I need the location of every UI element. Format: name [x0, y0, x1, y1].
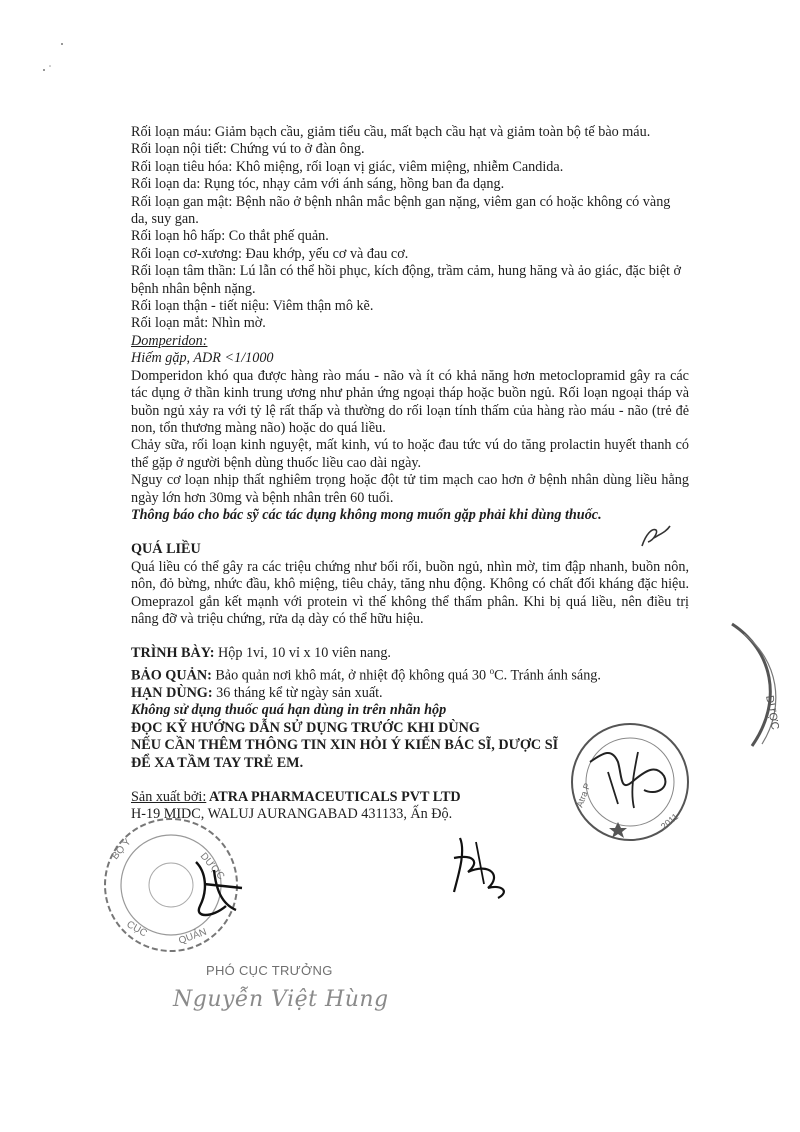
expiry-value: 36 tháng kể từ ngày sản xuất.: [212, 684, 383, 701]
storage-line: [131, 663, 689, 685]
presentation-value: Hộp 1vỉ, 10 vỉ x 10 viên nang.: [214, 645, 391, 662]
report-notice: Thông báo cho bác sỹ các tác dụng không mong muốn gặp phải khi dùng thuốc.: [131, 506, 602, 523]
adverse-item-blood: Rối loạn máu: Giảm bạch cầu, giảm tiểu cầu, mất bạch cầu hạt và giảm toàn bộ tế bào máu.: [131, 124, 651, 140]
storage-label: BẢO QUẢN:: [131, 667, 212, 684]
authority-seal: [96, 810, 246, 960]
svg-text:2011: 2011: [658, 811, 681, 832]
adverse-item-eye: Rối loạn mắt: Nhìn mờ.: [131, 315, 266, 332]
manufacturer-name: ATRA PHARMACEUTICALS PVT LTD: [206, 788, 461, 805]
adverse-item-musculoskeletal: Rối loạn cơ-xương: Đau khớp, yếu cơ và đau cơ.: [131, 245, 409, 262]
svg-text:CỤC: CỤC: [124, 919, 149, 940]
signer-name: Nguyễn Việt Hùng: [173, 987, 389, 1012]
storage-degree: o: [489, 665, 495, 676]
overdose-text: Quá liều có thể gây ra các triệu chứng như bối rối, buồn ngủ, nhìn mờ, tim đập nhanh, buồn nôn, nôn, đỏ bừng, nhức đầu, khô miệng, tiêu chảy, tăng nhu động. Không có chất đối kháng đặc hiệu. Omeprazol gắn kết mạnh với protein vì thế không thể thẩm phân. Khi bị quá liều, nên điều trị nâng đỡ và triệu chứng, rửa dạ dày có thể hữu hiệu.: [131, 558, 689, 627]
presentation-line: [131, 645, 689, 662]
domperidon-paragraph-2: Chảy sữa, rối loạn kinh nguyệt, mất kinh, vú to hoặc đau tức vú do tăng prolactin huyết thanh có thể gặp ở người bệnh dùng thuốc liều cao dài ngày.: [131, 437, 689, 471]
storage-value: Bảo quản nơi khô mát, ở nhiệt độ không quá 30: [211, 667, 490, 684]
adverse-item-endocrine: Rối loạn nội tiết: Chứng vú to ở đàn ông.: [131, 141, 365, 158]
expiry-label: HẠN DÙNG:: [131, 684, 213, 701]
domperidon-paragraph-1: Domperidon khó qua được hàng rào máu - não và ít có khả năng hơn metoclopramid gây ra các tác dụng ở thần kinh trung ương như phản ứng ngoại tháp hoặc buồn ngủ. Rối loạn ngoại tháp và buồn ngủ xảy ra với tỷ lệ rất thấp và thường do rối loạn tính thấm của hàng rào máu - não (trẻ đẻ non, tổn thương màng não) hoặc do quá liều.: [131, 367, 689, 436]
storage-tail: C. Tránh ánh sáng.: [494, 667, 601, 684]
domperidon-heading: Domperidon:: [131, 332, 208, 349]
scan-specks: [40, 40, 80, 80]
svg-text:DƯỢC: DƯỢC: [197, 850, 227, 883]
overdose-title: QUÁ LIỀU: [131, 541, 201, 558]
domperidon-paragraph-3: Nguy cơ loạn nhịp thất nghiêm trọng hoặc đột tử tim mạch cao hơn ở bệnh nhân dùng liều hằng ngày lớn hơn 30mg và bệnh nhân trên 60 tuổi.: [131, 472, 689, 506]
domperidon-frequency: Hiếm gặp, ADR <1/1000: [131, 350, 274, 367]
svg-text:QUẢN: QUẢN: [177, 926, 209, 947]
adverse-item-psychiatric: Rối loạn tâm thần: Lú lẫn có thể hồi phục, kích động, trầm cảm, hung hăng và ảo giác, đặc biệt ở bệnh nhân bệnh nặng.: [131, 263, 682, 297]
warning-ask-doctor: NẾU CẦN THÊM THÔNG TIN XIN HỎI Ý KIẾN BÁC SĨ, DƯỢC SĨ: [131, 737, 559, 754]
expiry-line: [131, 685, 689, 702]
manufacturer-signature: [440, 832, 530, 902]
svg-text:Atra P: Atra P: [574, 781, 593, 809]
initial-mark: [636, 520, 676, 556]
svg-text:BỘ Y: BỘ Y: [109, 836, 134, 862]
adverse-item-digestive: Rối loạn tiêu hóa: Khô miệng, rối loạn vị giác, viêm miệng, nhiễm Candida.: [131, 158, 564, 175]
presentation-label: TRÌNH BÀY:: [131, 645, 215, 662]
warning-expired: Không sử dụng thuốc quá hạn dùng in trên nhãn hộp: [131, 702, 447, 719]
adverse-item-renal: Rối loạn thận - tiết niệu: Viêm thận mô kẽ.: [131, 298, 374, 315]
warning-read-instructions: ĐỌC KỸ HƯỚNG DẪN SỬ DỤNG TRƯỚC KHI DÙNG: [131, 719, 480, 736]
adverse-item-skin: Rối loạn da: Rụng tóc, nhạy cảm với ánh sáng, hồng ban đa dạng.: [131, 176, 505, 193]
adverse-effects-list: [131, 124, 689, 333]
margin-stamp-arc: [722, 620, 792, 750]
manufacturer-label: Sản xuất bởi:: [131, 788, 207, 805]
adverse-item-liver: Rối loạn gan mật: Bệnh não ở bệnh nhân mắc bệnh gan nặng, viêm gan có hoặc không có vàng da, suy gan.: [131, 193, 671, 228]
warning-children: ĐỂ XA TẦM TAY TRẺ EM.: [131, 754, 304, 771]
manufacturer-address: H-19 MIDC, WALUJ AURANGABAD 431133, Ấn Độ.: [131, 806, 453, 823]
company-seal: [560, 712, 700, 852]
signer-title: PHÓ CỤC TRƯỞNG: [206, 963, 333, 978]
svg-text:DƯỢC: DƯỢC: [763, 694, 781, 731]
adverse-item-respiratory: Rối loạn hô hấp: Co thắt phế quản.: [131, 228, 329, 245]
